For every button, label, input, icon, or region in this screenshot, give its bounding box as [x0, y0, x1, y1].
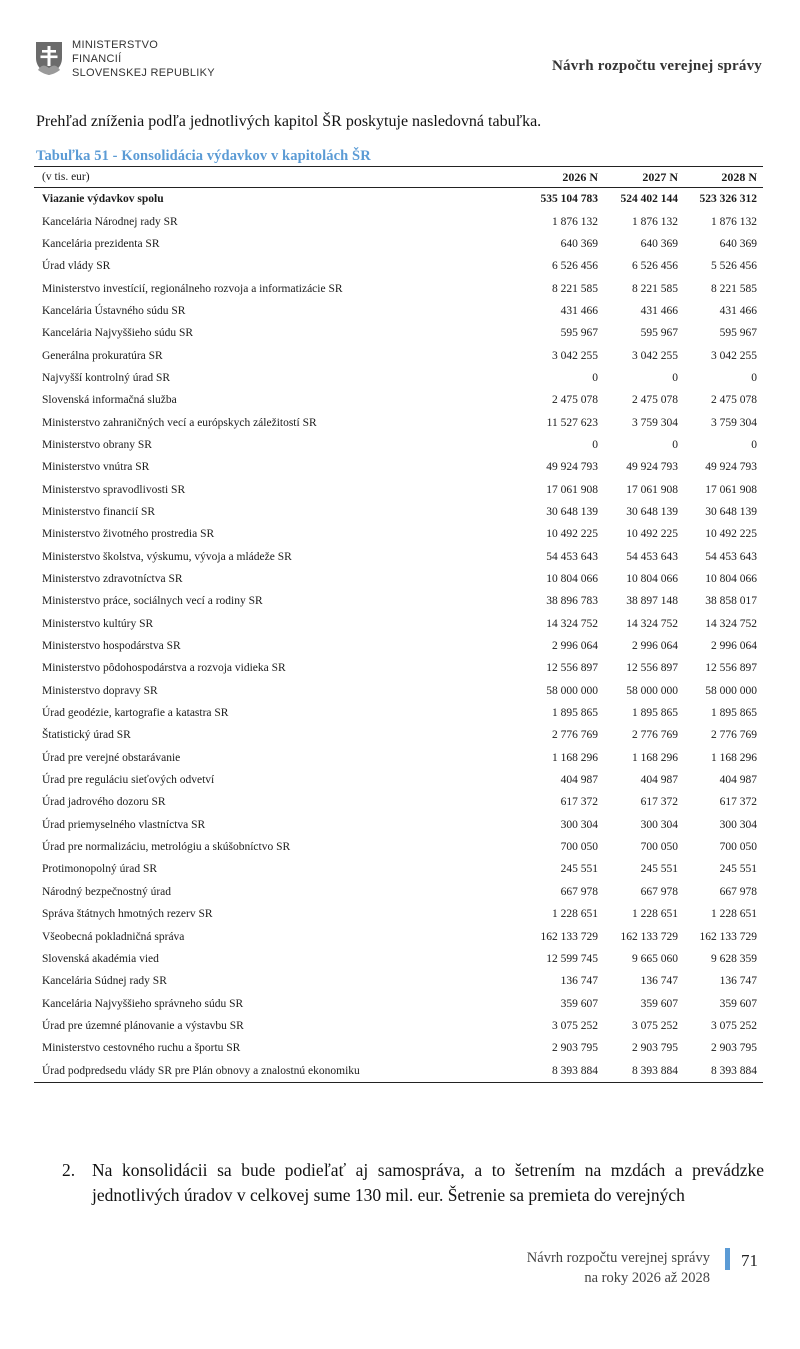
column-header-2027: 2027 N — [604, 167, 684, 188]
value-2027: 3 042 255 — [632, 349, 678, 362]
value-2028: 38 858 017 — [705, 595, 757, 608]
value-2027: 10 804 066 — [626, 573, 678, 586]
value-2026: 1 168 296 — [552, 751, 598, 764]
value-2028: 1 895 865 — [711, 707, 757, 720]
value-2028: 5 526 456 — [711, 260, 757, 273]
value-2027: 1 876 132 — [632, 215, 678, 228]
table-row — [34, 724, 763, 746]
value-2027: 2 776 769 — [632, 729, 678, 742]
table-row — [34, 992, 763, 1014]
value-2028: 0 — [751, 371, 757, 384]
value-2027: 431 466 — [640, 304, 678, 317]
row-name: Ministerstvo zahraničných vecí a európskych záležitostí SR — [42, 416, 317, 429]
table-row — [34, 680, 763, 702]
value-2028: 359 607 — [719, 997, 757, 1010]
value-2028: 700 050 — [719, 841, 757, 854]
row-name: Kancelária Národnej rady SR — [42, 215, 178, 228]
row-name: Viazanie výdavkov spolu — [42, 193, 164, 206]
value-2026: 54 453 643 — [546, 550, 598, 563]
table-row — [34, 702, 763, 724]
value-2027: 54 453 643 — [626, 550, 678, 563]
value-2026: 2 903 795 — [552, 1042, 598, 1055]
value-2026: 0 — [592, 438, 598, 451]
value-2026: 431 466 — [560, 304, 598, 317]
value-2027: 524 402 144 — [620, 193, 678, 206]
value-2026: 700 050 — [560, 841, 598, 854]
value-2026: 667 978 — [560, 885, 598, 898]
value-2028: 3 759 304 — [711, 416, 757, 429]
value-2027: 1 895 865 — [632, 707, 678, 720]
table-row — [34, 635, 763, 657]
value-2026: 535 104 783 — [540, 193, 598, 206]
unit-label: (v tis. eur) — [34, 167, 524, 188]
value-2027: 595 967 — [640, 327, 678, 340]
table-row — [34, 501, 763, 523]
value-2026: 3 075 252 — [552, 1019, 598, 1032]
value-2028: 8 393 884 — [711, 1064, 757, 1077]
row-name: Slovenská informačná služba — [42, 394, 177, 407]
header-document-title: Návrh rozpočtu verejnej správy — [552, 58, 762, 74]
row-name: Kancelária Súdnej rady SR — [42, 975, 167, 988]
row-name: Ministerstvo hospodárstva SR — [42, 640, 181, 653]
table-row — [34, 948, 763, 970]
value-2027: 162 133 729 — [620, 930, 678, 943]
value-2026: 11 527 623 — [546, 416, 598, 429]
value-2028: 1 876 132 — [711, 215, 757, 228]
value-2026: 30 648 139 — [546, 505, 598, 518]
value-2027: 136 747 — [640, 975, 678, 988]
ministry-line-2: FINANCIÍ — [72, 53, 122, 65]
value-2027: 2 475 078 — [632, 394, 678, 407]
table-row — [34, 881, 763, 903]
value-2027: 640 369 — [640, 237, 678, 250]
value-2026: 2 475 078 — [552, 394, 598, 407]
table-row — [34, 1015, 763, 1037]
value-2026: 162 133 729 — [540, 930, 598, 943]
value-2027: 9 665 060 — [632, 952, 678, 965]
table-row — [34, 546, 763, 568]
value-2028: 245 551 — [719, 863, 757, 876]
value-2028: 617 372 — [719, 796, 757, 809]
value-2027: 6 526 456 — [632, 260, 678, 273]
value-2028: 2 996 064 — [711, 640, 757, 653]
footer-years: na roky 2026 až 2028 — [584, 1270, 710, 1286]
value-2026: 1 228 651 — [552, 908, 598, 921]
consolidation-table — [34, 166, 763, 1083]
ministry-line-1: MINISTERSTVO — [72, 39, 159, 51]
value-2026: 136 747 — [560, 975, 598, 988]
column-header-2028: 2028 N — [684, 167, 763, 188]
table-row — [34, 233, 763, 255]
value-2028: 1 228 651 — [711, 908, 757, 921]
value-2026: 300 304 — [560, 818, 598, 831]
value-2027: 30 648 139 — [626, 505, 678, 518]
value-2028: 14 324 752 — [705, 617, 757, 630]
value-2026: 6 526 456 — [552, 260, 598, 273]
value-2026: 1 876 132 — [552, 215, 598, 228]
row-name: Kancelária Najvyššieho správneho súdu SR — [42, 997, 244, 1010]
row-name: Úrad pre verejné obstarávanie — [42, 751, 181, 764]
table-row — [34, 478, 763, 500]
value-2028: 2 776 769 — [711, 729, 757, 742]
table-row — [34, 255, 763, 277]
value-2028: 136 747 — [719, 975, 757, 988]
table-header-row — [34, 167, 763, 188]
table-row — [34, 523, 763, 545]
table-row — [34, 389, 763, 411]
value-2026: 404 987 — [560, 774, 598, 787]
value-2028: 17 061 908 — [705, 483, 757, 496]
table-row — [34, 434, 763, 456]
value-2028: 667 978 — [719, 885, 757, 898]
table-row — [34, 769, 763, 791]
value-2026: 2 776 769 — [552, 729, 598, 742]
row-name: Ministerstvo školstva, výskumu, vývoja a mládeže SR — [42, 550, 292, 563]
value-2026: 17 061 908 — [546, 483, 598, 496]
value-2027: 8 221 585 — [632, 282, 678, 295]
footer-title: Návrh rozpočtu verejnej správy — [526, 1250, 710, 1266]
table-row — [34, 747, 763, 769]
row-name: Ministerstvo investícií, regionálneho rozvoja a informatizácie SR — [42, 282, 343, 295]
row-name: Kancelária prezidenta SR — [42, 237, 160, 250]
page-header — [0, 0, 800, 90]
footer-accent-bar — [725, 1248, 730, 1270]
value-2028: 431 466 — [719, 304, 757, 317]
value-2028: 595 967 — [719, 327, 757, 340]
value-2027: 2 903 795 — [632, 1042, 678, 1055]
value-2028: 9 628 359 — [711, 952, 757, 965]
value-2027: 38 897 148 — [626, 595, 678, 608]
row-name: Ministerstvo zdravotníctva SR — [42, 573, 183, 586]
value-2026: 2 996 064 — [552, 640, 598, 653]
value-2028: 3 042 255 — [711, 349, 757, 362]
value-2028: 12 556 897 — [705, 662, 757, 675]
row-name: Úrad pre normalizáciu, metrológiu a skúšobníctvo SR — [42, 841, 291, 854]
table-row — [34, 836, 763, 858]
row-name: Najvyšší kontrolný úrad SR — [42, 371, 171, 384]
table-row — [34, 568, 763, 590]
value-2027: 0 — [672, 438, 678, 451]
table-row — [34, 411, 763, 433]
value-2027: 2 996 064 — [632, 640, 678, 653]
value-2028: 10 492 225 — [705, 528, 757, 541]
row-name: Úrad geodézie, kartografie a katastra SR — [42, 707, 229, 720]
table-row — [34, 814, 763, 836]
table-row — [34, 1059, 763, 1081]
row-name: Ministerstvo životného prostredia SR — [42, 528, 215, 541]
table-row — [34, 367, 763, 389]
value-2026: 8 221 585 — [552, 282, 598, 295]
table-row — [34, 277, 763, 299]
row-name: Úrad pre územné plánovanie a výstavbu SR — [42, 1019, 244, 1032]
value-2028: 300 304 — [719, 818, 757, 831]
page-number: 71 — [741, 1251, 758, 1270]
value-2027: 1 168 296 — [632, 751, 678, 764]
value-2027: 359 607 — [640, 997, 678, 1010]
value-2028: 10 804 066 — [705, 573, 757, 586]
value-2028: 3 075 252 — [711, 1019, 757, 1032]
row-name: Správa štátnych hmotných rezerv SR — [42, 908, 213, 921]
value-2027: 300 304 — [640, 818, 678, 831]
table-row — [34, 657, 763, 679]
value-2027: 8 393 884 — [632, 1064, 678, 1077]
value-2027: 3 075 252 — [632, 1019, 678, 1032]
table-row — [34, 858, 763, 880]
ministry-line-3: SLOVENSKEJ REPUBLIKY — [72, 67, 215, 79]
paragraph-number: 2. — [62, 1160, 76, 1180]
value-2026: 38 896 783 — [546, 595, 598, 608]
value-2026: 359 607 — [560, 997, 598, 1010]
row-name: Slovenská akadémia vied — [42, 952, 159, 965]
value-2028: 2 903 795 — [711, 1042, 757, 1055]
value-2026: 49 924 793 — [546, 461, 598, 474]
value-2026: 58 000 000 — [546, 684, 598, 697]
value-2028: 8 221 585 — [711, 282, 757, 295]
value-2027: 12 556 897 — [626, 662, 678, 675]
row-name: Ministerstvo práce, sociálnych vecí a rodiny SR — [42, 595, 263, 608]
value-2027: 700 050 — [640, 841, 678, 854]
value-2027: 617 372 — [640, 796, 678, 809]
value-2027: 14 324 752 — [626, 617, 678, 630]
page-footer — [527, 1248, 710, 1288]
row-name: Úrad pre reguláciu sieťových odvetví — [42, 774, 215, 787]
table-row — [34, 210, 763, 232]
row-name: Ministerstvo cestovného ruchu a športu SR — [42, 1042, 241, 1055]
value-2026: 10 804 066 — [546, 573, 598, 586]
value-2026: 1 895 865 — [552, 707, 598, 720]
total-row — [34, 188, 763, 211]
value-2026: 10 492 225 — [546, 528, 598, 541]
slovak-coat-of-arms-icon — [34, 40, 64, 76]
row-name: Všeobecná pokladničná správa — [42, 930, 185, 943]
table-row — [34, 300, 763, 322]
paragraph-text: Na konsolidácii sa bude podieľať aj samospráva, a to šetrením na mzdách a prevádzke jednotlivých úradov v celkovej sume 130 mil. eur. Šetrenie sa premieta do verejných — [92, 1160, 764, 1205]
value-2026: 12 556 897 — [546, 662, 598, 675]
row-name: Generálna prokuratúra SR — [42, 349, 163, 362]
value-2027: 667 978 — [640, 885, 678, 898]
table-row — [34, 590, 763, 612]
table-caption: Tabuľka 51 - Konsolidácia výdavkov v kapitolách ŠR — [36, 148, 371, 164]
value-2027: 1 228 651 — [632, 908, 678, 921]
value-2026: 3 042 255 — [552, 349, 598, 362]
value-2026: 245 551 — [560, 863, 598, 876]
row-name: Ministerstvo kultúry SR — [42, 617, 154, 630]
value-2026: 12 599 745 — [546, 952, 598, 965]
table-row — [34, 613, 763, 635]
row-name: Úrad podpredsedu vlády SR pre Plán obnovy a znalostnú ekonomiku — [42, 1064, 360, 1077]
row-name: Úrad vlády SR — [42, 260, 111, 273]
table-row — [34, 322, 763, 344]
row-name: Ministerstvo pôdohospodárstva a rozvoja vidieka SR — [42, 662, 286, 675]
value-2026: 14 324 752 — [546, 617, 598, 630]
row-name: Ministerstvo spravodlivosti SR — [42, 483, 186, 496]
value-2026: 595 967 — [560, 327, 598, 340]
row-name: Štatistický úrad SR — [42, 729, 131, 742]
value-2026: 0 — [592, 371, 598, 384]
column-header-2026: 2026 N — [524, 167, 604, 188]
value-2027: 49 924 793 — [626, 461, 678, 474]
row-name: Ministerstvo dopravy SR — [42, 684, 158, 697]
row-name: Kancelária Najvyššieho súdu SR — [42, 327, 194, 340]
value-2028: 0 — [751, 438, 757, 451]
value-2028: 162 133 729 — [699, 930, 757, 943]
row-name: Ministerstvo financií SR — [42, 505, 156, 518]
value-2027: 10 492 225 — [626, 528, 678, 541]
table-row — [34, 344, 763, 366]
value-2028: 2 475 078 — [711, 394, 757, 407]
value-2028: 404 987 — [719, 774, 757, 787]
value-2026: 8 393 884 — [552, 1064, 598, 1077]
value-2027: 404 987 — [640, 774, 678, 787]
table-row — [34, 1037, 763, 1059]
row-name: Ministerstvo obrany SR — [42, 438, 152, 451]
value-2027: 58 000 000 — [626, 684, 678, 697]
numbered-paragraph — [62, 1158, 764, 1208]
value-2028: 49 924 793 — [705, 461, 757, 474]
table-row — [34, 903, 763, 925]
table-row — [34, 791, 763, 813]
ministry-name — [72, 38, 215, 80]
intro-text: Prehľad zníženia podľa jednotlivých kapitol ŠR poskytuje nasledovná tabuľka. — [36, 113, 542, 130]
value-2028: 54 453 643 — [705, 550, 757, 563]
value-2028: 30 648 139 — [705, 505, 757, 518]
value-2027: 0 — [672, 371, 678, 384]
row-name: Kancelária Ústavného súdu SR — [42, 304, 186, 317]
value-2027: 17 061 908 — [626, 483, 678, 496]
value-2027: 245 551 — [640, 863, 678, 876]
value-2026: 617 372 — [560, 796, 598, 809]
table-row — [34, 970, 763, 992]
value-2027: 3 759 304 — [632, 416, 678, 429]
table-row — [34, 456, 763, 478]
table-row — [34, 925, 763, 947]
value-2028: 1 168 296 — [711, 751, 757, 764]
value-2026: 640 369 — [560, 237, 598, 250]
row-name: Úrad jadrového dozoru SR — [42, 796, 166, 809]
row-name: Národný bezpečnostný úrad — [42, 885, 172, 898]
row-name: Úrad priemyselného vlastníctva SR — [42, 818, 206, 831]
value-2028: 640 369 — [719, 237, 757, 250]
value-2028: 58 000 000 — [705, 684, 757, 697]
row-name: Protimonopolný úrad SR — [42, 863, 158, 876]
row-name: Ministerstvo vnútra SR — [42, 461, 150, 474]
value-2028: 523 326 312 — [699, 193, 757, 206]
